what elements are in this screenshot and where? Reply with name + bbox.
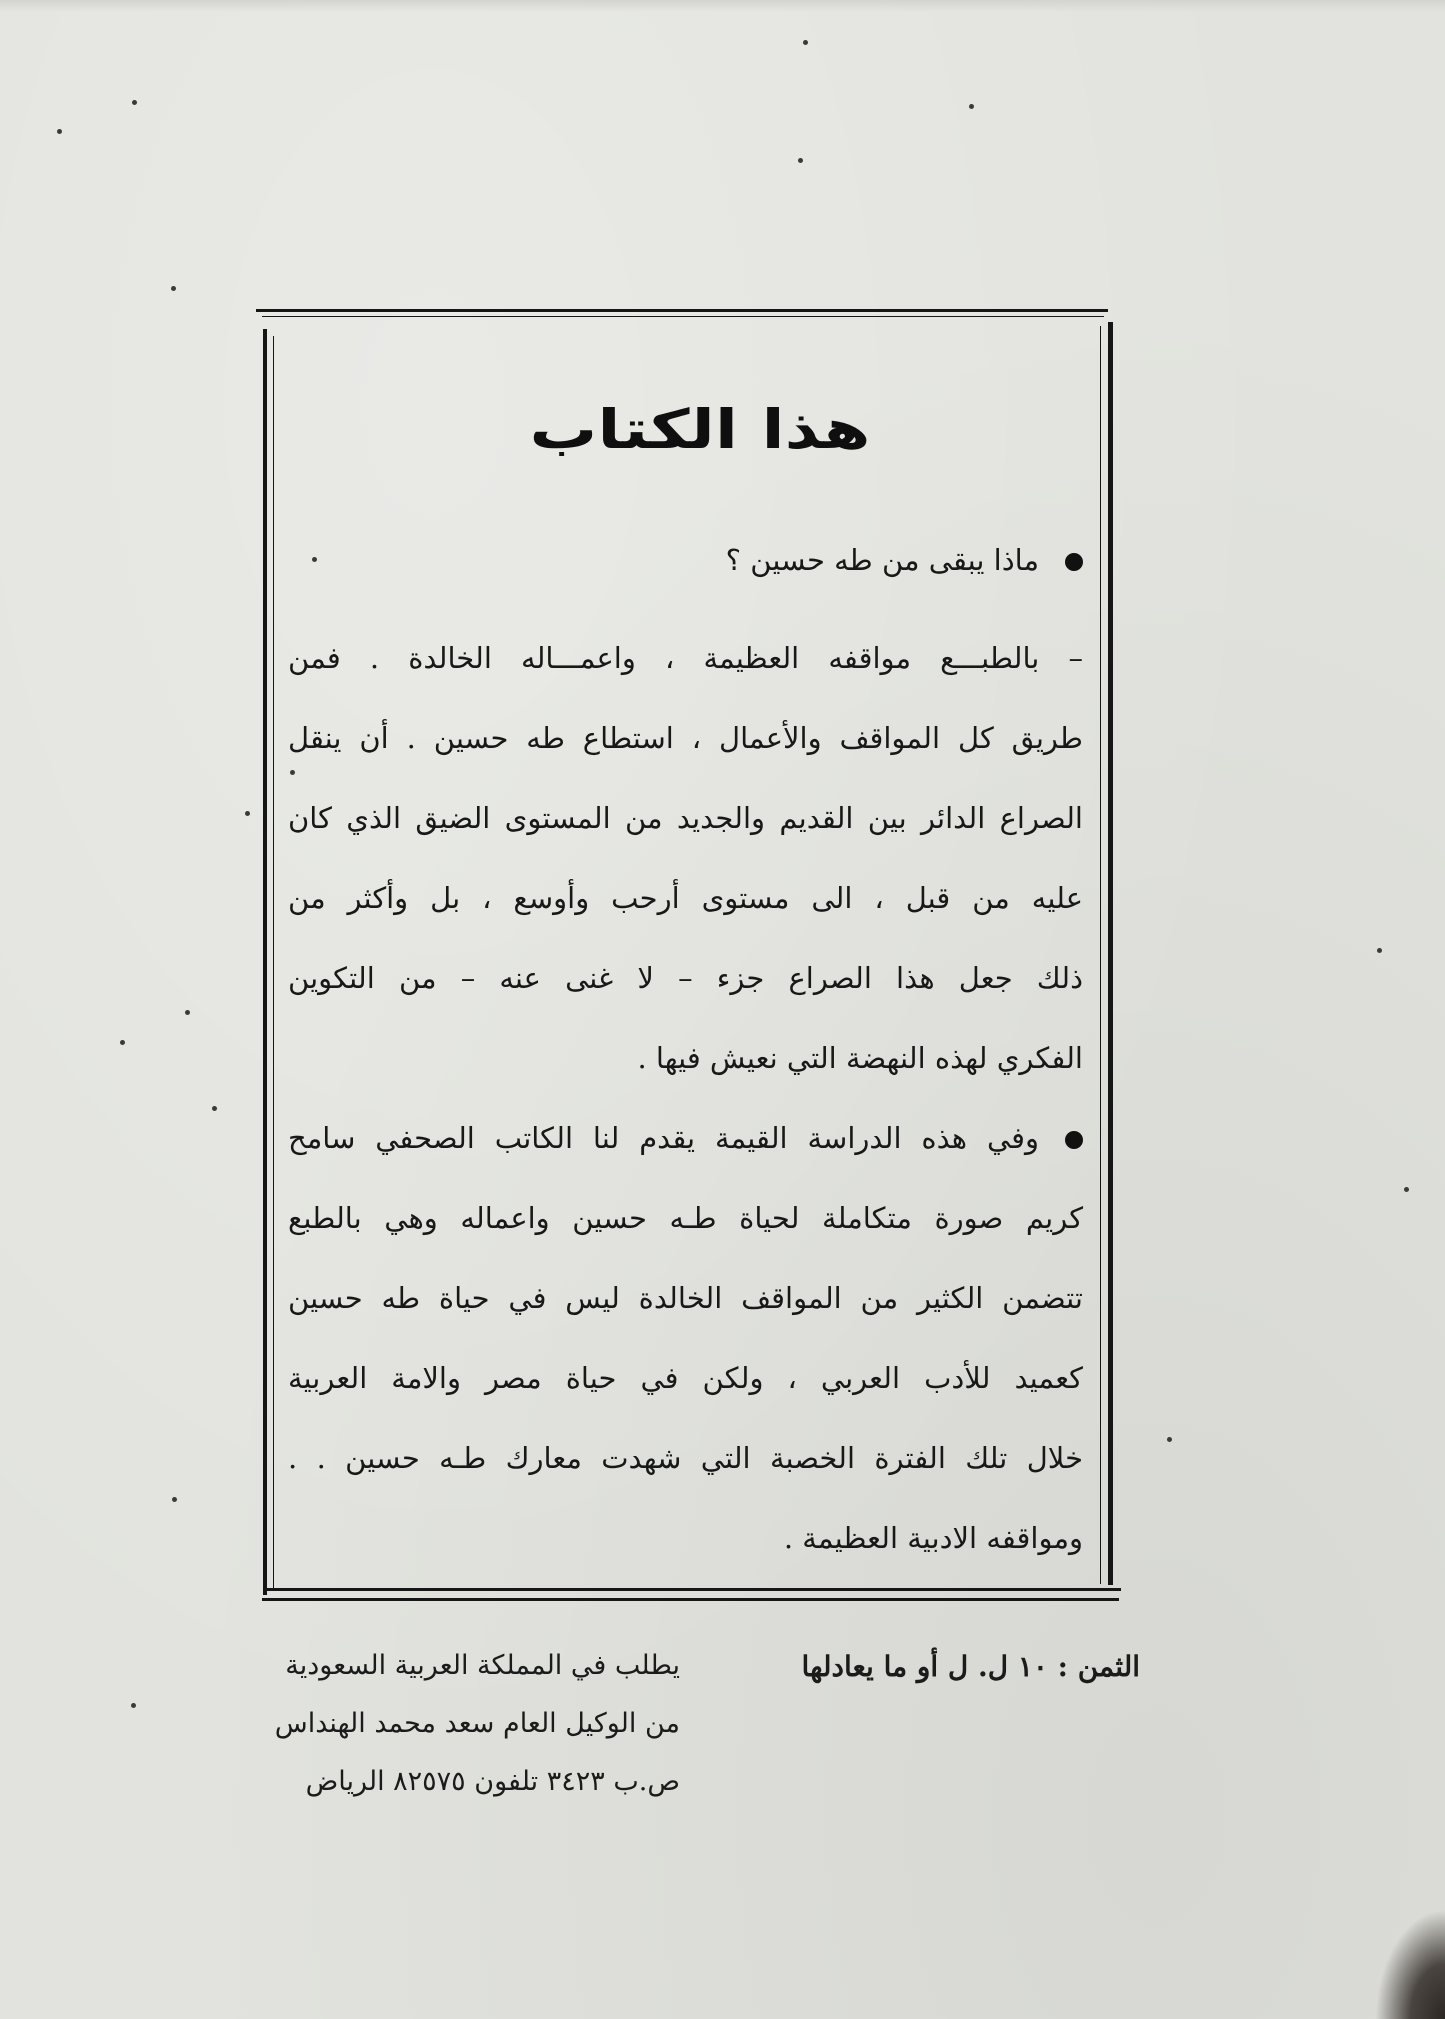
paragraph-line: وفي هذه الدراسة القيمة يقدم لنا الكاتب الصحفي سامح [288,1098,1083,1178]
frame-border-left [263,329,267,1595]
speckle [798,158,803,163]
page-title: هذا الكتاب [529,398,871,461]
distribution-note [185,1637,680,1811]
speckle [969,104,974,109]
paragraph-line: كريم صورة متكاملة لحياة طـه حسين واعماله وهي بالطبع [288,1201,1083,1235]
question-line: ماذا يبقى من طه حسين ؟ [288,520,1083,600]
paragraph-line: ومواقفه الادبية العظيمة . [783,1521,1083,1555]
paragraph-line: الصراع الدائر بين القديم والجديد من المستوى الضيق الذي كان [288,801,1083,835]
speckle [803,40,808,45]
speckle [245,811,250,816]
speckle [120,1040,125,1045]
frame-border-left-inner [273,336,274,1590]
distribution-line: ص.ب ٣٤٢٣ تلفون ٨٢٥٧٥ الرياض [305,1766,680,1797]
paragraph-line: كعميد للأدب العربي ، ولكن في حياة مصر والامة العربية [288,1361,1083,1395]
speckle [132,100,137,105]
book-description [288,520,1083,1578]
speckle [171,286,176,291]
speckle [131,1703,136,1708]
speckle [1404,1187,1409,1192]
page-corner-shadow [1375,1909,1445,2019]
speckle [212,1106,217,1111]
speckle [1167,1437,1172,1442]
frame-border-right-inner [1100,326,1101,1584]
speckle [57,129,62,134]
paragraph-line: – بالطبـــع مواقفه العظيمة ، واعمـــاله الخالدة . فمن [288,641,1083,675]
frame-border-right [1108,322,1113,1585]
bullet-icon [1065,553,1083,571]
distribution-line: من الوكيل العام سعد محمد الهنداس [274,1708,680,1739]
paragraph-line: ذلك جعل هذا الصراع جزء – لا غنى عنه – من التكوين [288,961,1083,995]
speckle [1377,948,1382,953]
frame-border-top-inner [262,316,1104,317]
frame-border-bottom-outer [262,1598,1119,1601]
speckle [185,1010,190,1015]
paragraph-line: خلال تلك الفترة الخصبة التي شهدت معارك طـه حسين . . [288,1441,1083,1475]
paragraph-line: عليه من قبل ، الى مستوى أرحب وأوسع ، بل وأكثر من [288,881,1083,915]
page-top-edge [0,0,1445,12]
frame-border-bottom [264,1588,1121,1591]
bullet-icon [1065,1131,1083,1149]
paragraph-line: تتضمن الكثير من المواقف الخالدة ليس في حياة طه حسين [288,1281,1083,1315]
distribution-line: يطلب في المملكة العربية السعودية [285,1650,680,1681]
paragraph-line: طريق كل المواقف والأعمال ، استطاع طه حسين . أن ينقل [288,721,1083,755]
paragraph-line: الفكري لهذه النهضة التي نعيش فيها . [637,1041,1083,1075]
price-note: الثمن : ١٠ ل. ل أو ما يعادلها [801,1650,1140,1683]
frame-border-top [256,309,1108,312]
speckle [172,1497,177,1502]
